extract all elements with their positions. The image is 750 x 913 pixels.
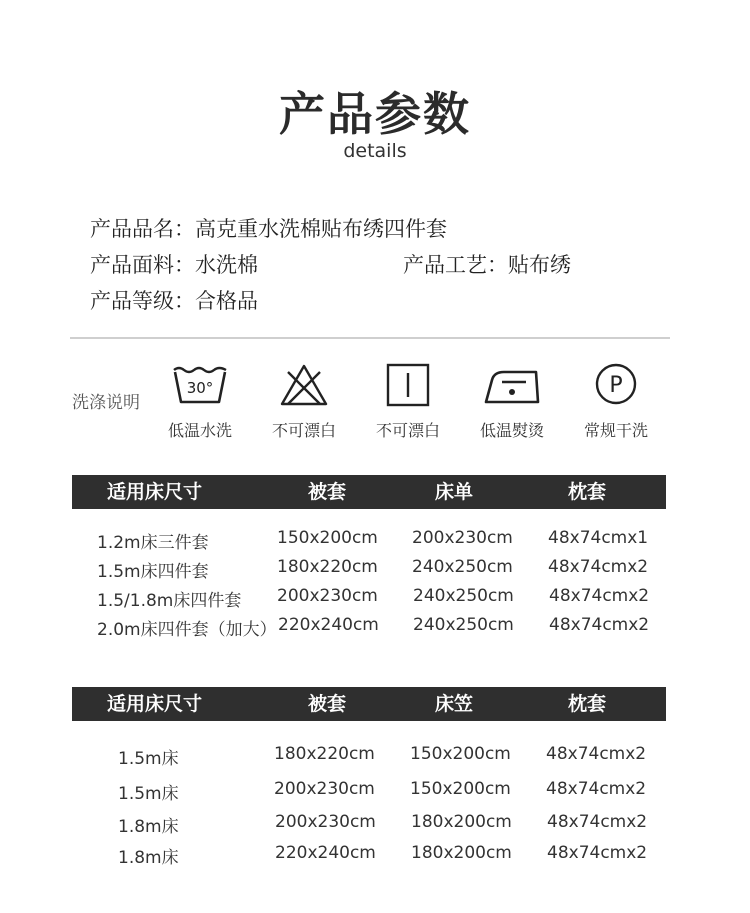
care-item-wash bbox=[150, 362, 250, 441]
care-item-no-tumble bbox=[358, 362, 458, 441]
care-iron-label: 低温熨烫 bbox=[479, 421, 544, 440]
cell-size: 1.5/1.8m床四件套 bbox=[97, 591, 242, 611]
low-iron-icon bbox=[482, 362, 542, 408]
care-no-bleach-label: 不可漂白 bbox=[271, 421, 336, 440]
spec-craft-value: 贴布绣 bbox=[508, 253, 571, 277]
table2-header-duvet: 被套 bbox=[307, 693, 346, 715]
table2-header-size: 适用床尺寸 bbox=[106, 693, 202, 715]
cell-size: 1.5m床四件套 bbox=[97, 562, 209, 582]
cell-size: 1.2m床三件套 bbox=[97, 533, 209, 553]
cell-duvet: 200x230cm bbox=[275, 812, 376, 832]
spec-name-value: 高克重水洗棉贴布绣四件套 bbox=[195, 217, 447, 241]
cell-pillow: 48x74cmx2 bbox=[547, 812, 648, 832]
cell-size: 1.5m床 bbox=[118, 749, 179, 769]
cell-pillow: 48x74cmx2 bbox=[546, 744, 647, 764]
cell-pillow: 48x74cmx2 bbox=[546, 779, 647, 799]
cell-duvet: 220x240cm bbox=[278, 615, 379, 635]
cell-pillow: 48x74cmx2 bbox=[549, 586, 650, 606]
table2-header-fitted-sheet: 床笠 bbox=[434, 693, 473, 715]
table1-header-sheet: 床单 bbox=[434, 481, 473, 503]
care-item-no-bleach bbox=[254, 362, 354, 441]
table1-header-pillow: 枕套 bbox=[567, 481, 606, 503]
cell-fitted-sheet: 180x200cm bbox=[411, 812, 512, 832]
care-item-dry-clean bbox=[566, 362, 666, 441]
wash-30-icon bbox=[171, 362, 229, 408]
spec-craft-label: 产品工艺： bbox=[403, 253, 508, 277]
cell-pillow: 48x74cmx2 bbox=[547, 843, 648, 863]
spec-material bbox=[90, 249, 258, 279]
page-title: 产品参数 bbox=[279, 87, 471, 141]
cell-duvet: 180x220cm bbox=[277, 557, 378, 577]
cell-pillow: 48x74cmx2 bbox=[548, 557, 649, 577]
spec-craft bbox=[403, 249, 571, 279]
cell-pillow: 48x74cmx2 bbox=[549, 615, 650, 635]
cell-sheet: 240x250cm bbox=[413, 586, 514, 606]
spec-name bbox=[90, 213, 447, 243]
cell-sheet: 200x230cm bbox=[412, 528, 513, 548]
spec-material-label: 产品面料： bbox=[90, 253, 195, 277]
cell-duvet: 180x220cm bbox=[274, 744, 375, 764]
cell-size: 2.0m床四件套（加大） bbox=[97, 620, 277, 640]
table2-header bbox=[72, 687, 666, 721]
dry-clean-letter: P bbox=[609, 373, 623, 398]
care-dry-clean-label: 常规干洗 bbox=[583, 421, 648, 440]
spec-name-label: 产品品名： bbox=[90, 217, 195, 241]
cell-fitted-sheet: 180x200cm bbox=[411, 843, 512, 863]
cell-sheet: 240x250cm bbox=[413, 615, 514, 635]
cell-size: 1.8m床 bbox=[118, 817, 179, 837]
cell-size: 1.5m床 bbox=[118, 784, 179, 804]
care-wash-label: 低温水洗 bbox=[167, 421, 232, 440]
cell-fitted-sheet: 150x200cm bbox=[410, 779, 511, 799]
cell-duvet: 200x230cm bbox=[277, 586, 378, 606]
no-tumble-dry-icon bbox=[384, 362, 432, 408]
spec-grade-label: 产品等级： bbox=[90, 289, 195, 313]
cell-sheet: 240x250cm bbox=[412, 557, 513, 577]
divider bbox=[70, 337, 670, 339]
table1-header-size: 适用床尺寸 bbox=[106, 481, 202, 503]
table1-header bbox=[72, 475, 666, 509]
spec-grade bbox=[90, 285, 258, 315]
care-no-tumble-label: 不可漂白 bbox=[375, 421, 440, 440]
care-label: 洗涤说明 bbox=[72, 393, 140, 413]
table2-header-pillow: 枕套 bbox=[567, 693, 606, 715]
spec-material-value: 水洗棉 bbox=[195, 253, 258, 277]
cell-duvet: 220x240cm bbox=[275, 843, 376, 863]
dry-clean-p-icon bbox=[592, 362, 640, 408]
cell-duvet: 150x200cm bbox=[277, 528, 378, 548]
table1-header-duvet: 被套 bbox=[307, 481, 346, 503]
page-subtitle: details bbox=[343, 140, 407, 162]
cell-duvet: 200x230cm bbox=[274, 779, 375, 799]
care-item-iron bbox=[462, 362, 562, 441]
cell-fitted-sheet: 150x200cm bbox=[410, 744, 511, 764]
cell-pillow: 48x74cmx1 bbox=[548, 528, 649, 548]
cell-size: 1.8m床 bbox=[118, 848, 179, 868]
no-bleach-icon bbox=[278, 362, 330, 408]
wash-temp-text: 30° bbox=[186, 379, 214, 397]
spec-grade-value: 合格品 bbox=[195, 289, 258, 313]
